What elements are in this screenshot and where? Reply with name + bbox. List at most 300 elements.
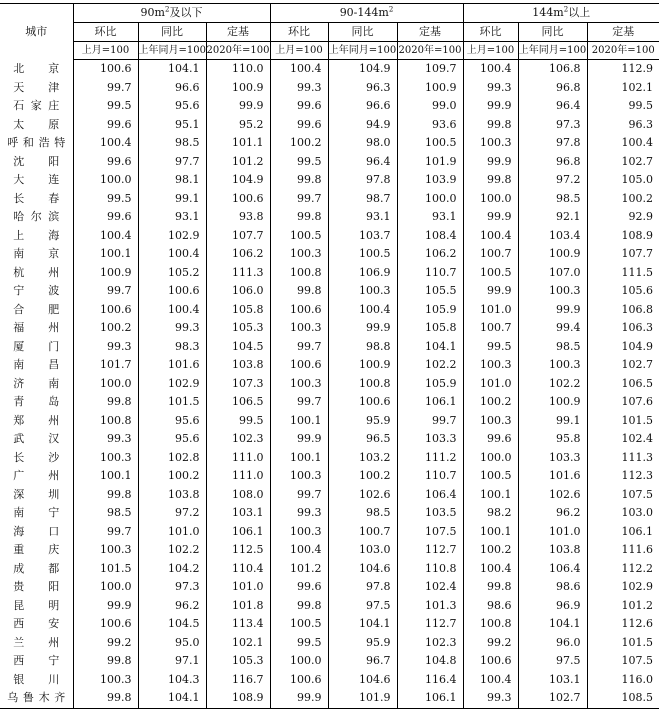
index-value-cell: 107.6 [587,393,659,412]
index-value-cell: 102.9 [587,578,659,597]
index-value-cell: 100.4 [73,134,138,153]
index-value-cell: 105.5 [397,282,463,301]
index-value-cell: 93.1 [328,208,397,227]
table-row [0,578,659,597]
index-value-cell: 103.3 [518,449,587,468]
index-value-cell: 102.9 [138,227,206,246]
index-value-cell: 100.3 [518,282,587,301]
index-value-cell: 100.6 [270,356,328,375]
index-value-cell: 101.6 [518,467,587,486]
index-value-cell: 95.2 [206,116,270,135]
table-row [0,671,659,690]
index-value-cell: 99.2 [73,634,138,653]
index-value-cell: 108.4 [397,227,463,246]
city-name-label: 太原 [13,117,60,131]
index-value-cell: 104.9 [587,338,659,357]
index-value-cell: 113.4 [206,615,270,634]
index-value-cell: 100.6 [73,615,138,634]
table-row [0,282,659,301]
table-row [0,208,659,227]
index-value-cell: 96.8 [518,153,587,172]
index-value-cell: 99.9 [328,319,397,338]
index-value-cell: 99.9 [206,97,270,116]
index-value-cell: 103.8 [518,541,587,560]
city-name-label: 上海 [13,228,60,242]
city-name [0,652,73,671]
city-name-label: 哈尔滨 [13,210,60,223]
base-period-header: 上月=100 [463,42,518,60]
index-value-cell: 100.0 [73,171,138,190]
table-row [0,60,659,79]
index-value-cell: 107.5 [397,523,463,542]
table-body [0,60,659,709]
index-value-cell: 100.2 [328,467,397,486]
index-value-cell: 99.8 [73,393,138,412]
index-value-cell: 100.2 [463,393,518,412]
index-value-cell: 100.4 [138,245,206,264]
table-row [0,504,659,523]
table-row [0,319,659,338]
index-value-cell: 112.5 [206,541,270,560]
index-value-cell: 102.7 [518,689,587,708]
index-value-cell: 106.1 [587,523,659,542]
index-value-cell: 99.3 [270,504,328,523]
index-value-cell: 105.9 [397,301,463,320]
city-name-label: 厦门 [13,339,60,353]
index-value-cell: 97.8 [328,578,397,597]
city-name [0,338,73,357]
index-value-cell: 111.5 [587,264,659,283]
city-name [0,264,73,283]
index-value-cell: 92.9 [587,208,659,227]
index-type-header: 同比 [138,23,206,42]
index-value-cell: 105.3 [206,652,270,671]
city-name [0,319,73,338]
index-value-cell: 100.6 [463,652,518,671]
city-name [0,153,73,172]
index-type-header: 定基 [397,23,463,42]
index-value-cell: 112.2 [587,560,659,579]
index-value-cell: 107.7 [206,227,270,246]
index-value-cell: 101.6 [138,356,206,375]
base-period-header: 2020年=100 [587,42,659,60]
index-value-cell: 101.0 [463,375,518,394]
index-value-cell: 98.6 [463,597,518,616]
index-value-cell: 99.5 [270,634,328,653]
index-value-cell: 99.7 [397,412,463,431]
base-period-header: 2020年=100 [206,42,270,60]
index-value-cell: 96.6 [138,79,206,98]
city-name-label: 武汉 [13,432,60,445]
table-row [0,523,659,542]
header-row-bases [0,42,659,60]
table-row [0,227,659,246]
index-value-cell: 102.3 [206,430,270,449]
index-value-cell: 105.9 [397,375,463,394]
index-value-cell: 98.8 [328,338,397,357]
city-name [0,597,73,616]
city-name-label: 天津 [13,80,60,94]
table-row [0,134,659,153]
index-value-cell: 99.3 [270,79,328,98]
index-value-cell: 111.0 [206,449,270,468]
index-value-cell: 99.8 [463,578,518,597]
index-value-cell: 93.6 [397,116,463,135]
city-name-label: 北京 [13,61,60,75]
index-value-cell: 99.8 [270,282,328,301]
index-value-cell: 99.6 [73,208,138,227]
index-value-cell: 106.2 [206,245,270,264]
city-name [0,356,73,375]
index-value-cell: 102.1 [587,79,659,98]
index-value-cell: 103.1 [206,504,270,523]
index-value-cell: 100.8 [463,615,518,634]
index-value-cell: 93.8 [206,208,270,227]
table-row [0,412,659,431]
index-value-cell: 100.3 [270,319,328,338]
index-value-cell: 107.5 [587,652,659,671]
city-name [0,486,73,505]
city-name-label: 长沙 [13,450,60,464]
index-value-cell: 106.1 [397,393,463,412]
index-value-cell: 101.9 [328,689,397,708]
index-value-cell: 100.6 [328,393,397,412]
city-name [0,615,73,634]
index-value-cell: 105.8 [397,319,463,338]
base-period-header: 上年同月=100 [518,42,587,60]
index-value-cell: 102.7 [587,153,659,172]
city-name-label: 广州 [13,469,60,482]
index-value-cell: 100.3 [270,245,328,264]
index-type-header: 环比 [73,23,138,42]
index-value-cell: 97.5 [328,597,397,616]
city-column-header: 城市 [25,24,48,38]
index-value-cell: 102.8 [138,449,206,468]
index-value-cell: 105.0 [587,171,659,190]
index-value-cell: 104.8 [397,652,463,671]
index-value-cell: 99.9 [73,597,138,616]
index-value-cell: 98.2 [463,504,518,523]
city-name [0,523,73,542]
index-value-cell: 104.1 [518,615,587,634]
index-value-cell: 104.5 [206,338,270,357]
housing-price-index-table [0,3,659,709]
city-name [0,504,73,523]
index-value-cell: 101.0 [518,523,587,542]
base-period-header: 2020年=100 [397,42,463,60]
index-value-cell: 101.5 [587,634,659,653]
index-value-cell: 99.7 [270,338,328,357]
index-value-cell: 100.0 [463,190,518,209]
index-value-cell: 98.3 [138,338,206,357]
index-value-cell: 100.4 [73,227,138,246]
index-value-cell: 104.6 [328,560,397,579]
table-row [0,430,659,449]
index-value-cell: 100.5 [270,615,328,634]
city-name [0,689,73,708]
city-name [0,134,73,153]
index-value-cell: 101.2 [270,560,328,579]
index-value-cell: 99.6 [73,116,138,135]
index-type-header: 同比 [328,23,397,42]
index-value-cell: 97.1 [138,652,206,671]
city-name [0,282,73,301]
index-value-cell: 100.8 [73,412,138,431]
table-row [0,449,659,468]
city-name-label: 呼和浩特 [7,136,66,149]
table-row [0,171,659,190]
index-value-cell: 100.6 [206,190,270,209]
index-value-cell: 104.2 [138,560,206,579]
index-value-cell: 96.4 [518,97,587,116]
index-value-cell: 106.4 [518,560,587,579]
city-name [0,375,73,394]
index-value-cell: 100.3 [73,541,138,560]
index-value-cell: 99.2 [463,634,518,653]
index-value-cell: 99.3 [73,430,138,449]
index-value-cell: 101.1 [206,134,270,153]
index-value-cell: 100.4 [270,541,328,560]
index-value-cell: 100.8 [328,375,397,394]
table-row [0,356,659,375]
index-value-cell: 105.8 [206,301,270,320]
index-value-cell: 95.8 [518,430,587,449]
index-value-cell: 96.4 [328,153,397,172]
city-name [0,449,73,468]
index-value-cell: 104.1 [397,338,463,357]
index-value-cell: 104.9 [206,171,270,190]
index-value-cell: 106.8 [518,60,587,79]
index-value-cell: 111.3 [587,449,659,468]
index-value-cell: 100.9 [73,264,138,283]
index-value-cell: 96.5 [328,430,397,449]
table-row [0,560,659,579]
city-name-label: 合肥 [13,302,60,316]
index-value-cell: 100.1 [270,449,328,468]
group-header-90-and-below: $90m^2$及以下 [73,4,270,23]
index-type-header: 定基 [206,23,270,42]
index-value-cell: 102.1 [206,634,270,653]
index-value-cell: 100.1 [73,245,138,264]
index-value-cell: 100.4 [587,134,659,153]
index-value-cell: 101.2 [206,153,270,172]
index-value-cell: 102.6 [518,486,587,505]
index-value-cell: 97.8 [328,171,397,190]
index-value-cell: 105.6 [587,282,659,301]
index-value-cell: 100.3 [270,523,328,542]
index-value-cell: 100.1 [463,486,518,505]
index-value-cell: 110.4 [206,560,270,579]
table-row [0,634,659,653]
index-value-cell: 97.5 [518,652,587,671]
index-value-cell: 95.6 [138,430,206,449]
index-value-cell: 100.3 [463,134,518,153]
index-value-cell: 100.1 [73,467,138,486]
index-value-cell: 106.3 [587,319,659,338]
city-name [0,245,73,264]
city-name [0,671,73,690]
index-value-cell: 99.7 [73,523,138,542]
table-row [0,153,659,172]
index-value-cell: 98.5 [138,134,206,153]
index-value-cell: 103.4 [518,227,587,246]
index-value-cell: 97.2 [518,171,587,190]
index-value-cell: 102.3 [397,634,463,653]
index-value-cell: 100.2 [270,134,328,153]
index-value-cell: 96.7 [328,652,397,671]
index-value-cell: 99.7 [270,190,328,209]
index-value-cell: 96.3 [328,79,397,98]
index-value-cell: 116.7 [206,671,270,690]
city-name-label: 南宁 [13,506,60,519]
index-value-cell: 99.9 [518,301,587,320]
index-value-cell: 101.9 [397,153,463,172]
index-value-cell: 99.8 [463,171,518,190]
index-value-cell: 109.7 [397,60,463,79]
index-value-cell: 93.1 [138,208,206,227]
index-value-cell: 99.5 [73,97,138,116]
header-row-groups [0,4,659,23]
index-type-header: 同比 [518,23,587,42]
index-value-cell: 98.5 [518,190,587,209]
index-value-cell: 99.9 [270,689,328,708]
index-value-cell: 100.5 [463,264,518,283]
city-name-label: 昆明 [13,598,60,612]
index-value-cell: 99.5 [463,338,518,357]
index-value-cell: 96.2 [138,597,206,616]
index-value-cell: 103.0 [328,541,397,560]
index-value-cell: 100.9 [518,393,587,412]
index-value-cell: 99.7 [73,79,138,98]
index-value-cell: 97.3 [138,578,206,597]
index-value-cell: 110.7 [397,467,463,486]
index-value-cell: 100.7 [463,319,518,338]
city-name-label: 兰州 [13,635,60,649]
index-value-cell: 100.2 [73,319,138,338]
table-row [0,467,659,486]
city-name-label: 郑州 [13,413,60,427]
index-value-cell: 98.5 [328,504,397,523]
index-value-cell: 97.8 [518,134,587,153]
index-value-cell: 111.6 [587,541,659,560]
index-value-cell: 100.3 [463,356,518,375]
index-value-cell: 101.7 [73,356,138,375]
index-value-cell: 110.0 [206,60,270,79]
index-value-cell: 100.4 [328,301,397,320]
index-value-cell: 95.9 [328,412,397,431]
index-value-cell: 100.1 [270,412,328,431]
city-name [0,560,73,579]
index-value-cell: 99.9 [463,153,518,172]
index-value-cell: 111.3 [206,264,270,283]
index-value-cell: 100.4 [463,60,518,79]
index-value-cell: 106.5 [206,393,270,412]
index-value-cell: 95.6 [138,412,206,431]
index-value-cell: 100.9 [397,79,463,98]
index-value-cell: 99.1 [138,190,206,209]
city-name-label: 沈阳 [13,154,60,168]
index-value-cell: 100.7 [463,245,518,264]
index-value-cell: 100.2 [587,190,659,209]
city-name-label: 西安 [13,617,60,630]
index-value-cell: 107.5 [587,486,659,505]
index-value-cell: 100.3 [518,356,587,375]
index-value-cell: 95.1 [138,116,206,135]
index-value-cell: 100.0 [270,652,328,671]
index-value-cell: 99.3 [138,319,206,338]
index-value-cell: 100.4 [463,560,518,579]
table-row [0,375,659,394]
index-value-cell: 99.0 [397,97,463,116]
table-row [0,264,659,283]
city-name-label: 石家庄 [13,99,60,112]
index-type-header: 定基 [587,23,659,42]
index-value-cell: 100.6 [270,301,328,320]
index-value-cell: 112.7 [397,541,463,560]
index-value-cell: 99.3 [463,79,518,98]
index-value-cell: 100.7 [328,523,397,542]
city-name-label: 南昌 [13,358,60,371]
index-value-cell: 95.6 [138,97,206,116]
index-value-cell: 102.7 [587,356,659,375]
index-value-cell: 100.9 [206,79,270,98]
index-value-cell: 112.6 [587,615,659,634]
index-value-cell: 100.3 [463,412,518,431]
index-value-cell: 100.8 [270,264,328,283]
city-name [0,467,73,486]
index-value-cell: 104.5 [138,615,206,634]
table-row [0,689,659,708]
index-value-cell: 99.8 [270,171,328,190]
index-value-cell: 98.5 [518,338,587,357]
index-value-cell: 100.2 [463,541,518,560]
table-row [0,190,659,209]
index-value-cell: 106.8 [587,301,659,320]
city-name-label: 海口 [13,524,60,538]
city-name-label: 青岛 [13,395,60,408]
index-value-cell: 104.1 [138,60,206,79]
index-value-cell: 96.9 [518,597,587,616]
index-value-cell: 99.8 [73,689,138,708]
city-name [0,634,73,653]
index-value-cell: 107.3 [206,375,270,394]
index-value-cell: 101.3 [397,597,463,616]
index-value-cell: 112.9 [587,60,659,79]
index-value-cell: 100.4 [463,671,518,690]
index-value-cell: 102.6 [328,486,397,505]
index-value-cell: 101.8 [206,597,270,616]
index-type-header: 环比 [463,23,518,42]
index-value-cell: 100.5 [328,245,397,264]
index-value-cell: 102.4 [587,430,659,449]
index-value-cell: 97.7 [138,153,206,172]
index-value-cell: 100.3 [73,449,138,468]
city-name-label: 乌鲁木齐 [7,691,66,704]
index-value-cell: 99.7 [270,393,328,412]
index-value-cell: 99.6 [463,430,518,449]
index-value-cell: 104.1 [328,615,397,634]
city-name [0,79,73,98]
city-name [0,171,73,190]
city-name-label: 宁波 [13,284,60,297]
index-value-cell: 100.4 [463,227,518,246]
base-period-header: 上月=100 [73,42,138,60]
index-value-cell: 106.1 [206,523,270,542]
table-row [0,245,659,264]
city-name-label: 南京 [13,247,60,260]
index-value-cell: 103.7 [328,227,397,246]
city-name [0,541,73,560]
